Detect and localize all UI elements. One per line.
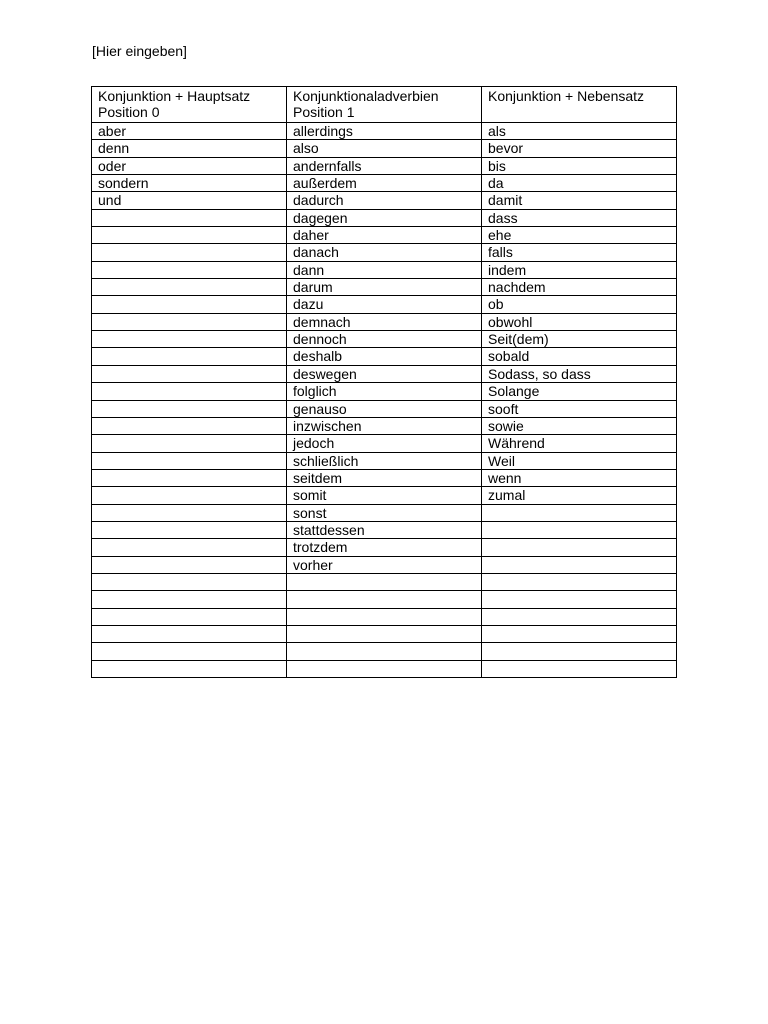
cell-hauptsatz: aber <box>92 123 287 140</box>
table-row <box>92 209 677 226</box>
cell-hauptsatz <box>92 313 287 330</box>
conjunction-table <box>91 86 677 678</box>
cell-nebensatz <box>482 660 677 677</box>
cell-nebensatz <box>482 591 677 608</box>
cell-adverb: darum <box>287 279 482 296</box>
cell-nebensatz: Während <box>482 435 677 452</box>
cell-adverb <box>287 573 482 590</box>
cell-hauptsatz: oder <box>92 157 287 174</box>
cell-adverb <box>287 625 482 642</box>
cell-nebensatz: falls <box>482 244 677 261</box>
cell-hauptsatz <box>92 573 287 590</box>
column-header-subtitle: Position 1 <box>293 104 355 120</box>
table-row <box>92 123 677 140</box>
cell-adverb <box>287 591 482 608</box>
cell-adverb: trotzdem <box>287 539 482 556</box>
cell-nebensatz <box>482 625 677 642</box>
cell-hauptsatz: sondern <box>92 175 287 192</box>
cell-nebensatz <box>482 573 677 590</box>
cell-nebensatz: sooft <box>482 400 677 417</box>
table-row <box>92 556 677 573</box>
cell-nebensatz <box>482 643 677 660</box>
cell-nebensatz: zumal <box>482 487 677 504</box>
table-row <box>92 435 677 452</box>
cell-adverb: dazu <box>287 296 482 313</box>
cell-hauptsatz <box>92 556 287 573</box>
cell-hauptsatz <box>92 348 287 365</box>
cell-adverb: schließlich <box>287 452 482 469</box>
cell-hauptsatz <box>92 625 287 642</box>
cell-hauptsatz <box>92 504 287 521</box>
cell-adverb: seitdem <box>287 469 482 486</box>
column-header-subtitle: Position 0 <box>98 104 160 120</box>
cell-nebensatz <box>482 521 677 538</box>
table-row <box>92 365 677 382</box>
cell-hauptsatz <box>92 417 287 434</box>
cell-hauptsatz <box>92 469 287 486</box>
cell-adverb: folglich <box>287 383 482 400</box>
column-header-hauptsatz <box>92 87 287 123</box>
table-row <box>92 261 677 278</box>
table-row <box>92 279 677 296</box>
column-header-title: Konjunktionaladverbien <box>293 88 439 104</box>
cell-nebensatz: sobald <box>482 348 677 365</box>
cell-hauptsatz <box>92 279 287 296</box>
cell-nebensatz: bevor <box>482 140 677 157</box>
table-row <box>92 296 677 313</box>
cell-nebensatz: ehe <box>482 227 677 244</box>
cell-nebensatz <box>482 504 677 521</box>
cell-nebensatz: Weil <box>482 452 677 469</box>
cell-adverb <box>287 660 482 677</box>
cell-hauptsatz <box>92 261 287 278</box>
cell-adverb <box>287 643 482 660</box>
table-row <box>92 660 677 677</box>
table-row <box>92 227 677 244</box>
column-header-title: Konjunktion + Hauptsatz <box>98 88 251 104</box>
cell-adverb: dadurch <box>287 192 482 209</box>
cell-hauptsatz <box>92 435 287 452</box>
cell-adverb: daher <box>287 227 482 244</box>
cell-nebensatz <box>482 608 677 625</box>
table-row <box>92 452 677 469</box>
table-row <box>92 417 677 434</box>
table-row <box>92 469 677 486</box>
cell-adverb: danach <box>287 244 482 261</box>
cell-hauptsatz <box>92 521 287 538</box>
cell-hauptsatz <box>92 400 287 417</box>
cell-adverb: jedoch <box>287 435 482 452</box>
table-row <box>92 643 677 660</box>
cell-adverb <box>287 608 482 625</box>
cell-nebensatz: damit <box>482 192 677 209</box>
cell-adverb: deswegen <box>287 365 482 382</box>
cell-adverb: demnach <box>287 313 482 330</box>
cell-nebensatz: nachdem <box>482 279 677 296</box>
table-row <box>92 504 677 521</box>
table-header-row <box>92 87 677 123</box>
cell-nebensatz <box>482 539 677 556</box>
table-row <box>92 591 677 608</box>
cell-hauptsatz <box>92 539 287 556</box>
cell-adverb: dennoch <box>287 331 482 348</box>
table-row <box>92 192 677 209</box>
table-row <box>92 573 677 590</box>
cell-nebensatz: wenn <box>482 469 677 486</box>
cell-nebensatz: bis <box>482 157 677 174</box>
cell-adverb: dagegen <box>287 209 482 226</box>
cell-adverb: deshalb <box>287 348 482 365</box>
cell-nebensatz: Seit(dem) <box>482 331 677 348</box>
table-row <box>92 400 677 417</box>
cell-nebensatz: Solange <box>482 383 677 400</box>
table-row <box>92 383 677 400</box>
cell-nebensatz: ob <box>482 296 677 313</box>
cell-adverb: also <box>287 140 482 157</box>
column-header-adverbien <box>287 87 482 123</box>
cell-hauptsatz <box>92 227 287 244</box>
cell-adverb: andernfalls <box>287 157 482 174</box>
cell-hauptsatz <box>92 487 287 504</box>
table-row <box>92 625 677 642</box>
cell-hauptsatz: und <box>92 192 287 209</box>
cell-adverb: sonst <box>287 504 482 521</box>
cell-hauptsatz <box>92 608 287 625</box>
table-row <box>92 331 677 348</box>
cell-nebensatz: obwohl <box>482 313 677 330</box>
table-body <box>92 123 677 678</box>
table-row <box>92 539 677 556</box>
cell-hauptsatz <box>92 365 287 382</box>
cell-adverb: dann <box>287 261 482 278</box>
cell-nebensatz: indem <box>482 261 677 278</box>
column-header-title: Konjunktion + Nebensatz <box>488 88 645 104</box>
column-header-nebensatz <box>482 87 677 123</box>
cell-nebensatz: sowie <box>482 417 677 434</box>
cell-nebensatz: Sodass, so dass <box>482 365 677 382</box>
cell-adverb: inzwischen <box>287 417 482 434</box>
cell-adverb: vorher <box>287 556 482 573</box>
table-row <box>92 157 677 174</box>
cell-adverb: allerdings <box>287 123 482 140</box>
table-row <box>92 244 677 261</box>
cell-nebensatz: da <box>482 175 677 192</box>
cell-hauptsatz <box>92 591 287 608</box>
table-row <box>92 487 677 504</box>
table-row <box>92 140 677 157</box>
cell-adverb: stattdessen <box>287 521 482 538</box>
cell-hauptsatz <box>92 209 287 226</box>
cell-hauptsatz <box>92 383 287 400</box>
table-row <box>92 608 677 625</box>
table-row <box>92 313 677 330</box>
cell-hauptsatz <box>92 296 287 313</box>
cell-hauptsatz <box>92 660 287 677</box>
table-row <box>92 521 677 538</box>
cell-adverb: außerdem <box>287 175 482 192</box>
cell-hauptsatz <box>92 452 287 469</box>
cell-hauptsatz: denn <box>92 140 287 157</box>
cell-adverb: genauso <box>287 400 482 417</box>
cell-nebensatz: als <box>482 123 677 140</box>
page-header-placeholder: [Hier eingeben] <box>92 43 187 59</box>
cell-nebensatz: dass <box>482 209 677 226</box>
cell-hauptsatz <box>92 244 287 261</box>
cell-hauptsatz <box>92 331 287 348</box>
cell-nebensatz <box>482 556 677 573</box>
table-row <box>92 348 677 365</box>
table-row <box>92 175 677 192</box>
cell-adverb: somit <box>287 487 482 504</box>
cell-hauptsatz <box>92 643 287 660</box>
